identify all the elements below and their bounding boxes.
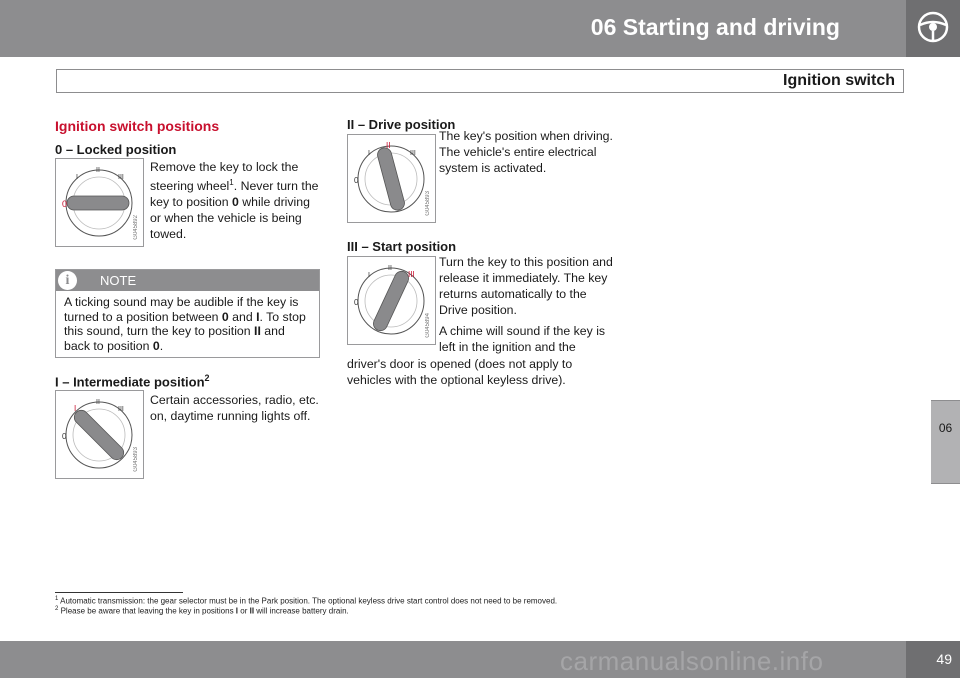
figure-code: G045894 (425, 313, 431, 338)
page-number-box (906, 641, 960, 678)
dial-label-1: I (368, 150, 370, 157)
side-strip (931, 57, 960, 400)
section-header (56, 69, 904, 93)
drive-position-heading: II – Drive position (347, 117, 456, 132)
steering-wheel-icon (916, 10, 950, 44)
ignition-dial-graphic (348, 135, 435, 222)
intermediate-position-text: Certain accessories, radio, etc. on, daytime running lights off. (150, 393, 319, 423)
section-heading: Ignition switch positions (55, 118, 220, 134)
page-number: 49 (936, 651, 952, 667)
dial-label-2: II (96, 167, 100, 174)
footnote-2: $^2$ Please be aware that leaving the key in positions I or II will increase battery drain. (55, 606, 349, 616)
dial-label-3: III (410, 150, 416, 157)
start-position-heading: III – Start position (347, 239, 457, 254)
dial-label-2: II (96, 399, 100, 406)
ignition-dial-graphic (56, 391, 143, 478)
intermediate-position-heading: I – Intermediate position$^2$ (55, 373, 210, 390)
dial-label-0: 0 (62, 432, 67, 441)
note-box (55, 269, 320, 358)
ignition-dial-graphic (56, 159, 143, 246)
dial-label-2: II (388, 265, 392, 272)
ignition-dial-figure-locked (55, 158, 144, 247)
watermark: carmanualsonline.info (560, 646, 824, 676)
dial-label-3: III (118, 174, 124, 181)
chapter-title: 06 Starting and driving (590, 14, 840, 40)
ignition-dial-figure-start (347, 256, 436, 345)
dial-label-1: I (76, 174, 78, 181)
section-title: Ignition switch (783, 72, 895, 89)
chapter-icon-box (906, 0, 960, 57)
header-band (0, 0, 906, 57)
chapter-tab-label: 06 (938, 421, 953, 435)
figure-code: G045893 (133, 447, 139, 472)
dial-label-1: I (74, 404, 77, 413)
footnote-divider (55, 592, 183, 593)
ignition-dial-figure-intermediate (55, 390, 144, 479)
note-text: A ticking sound may be audible if the key is turned to a position between 0 and I. To stop this sound, turn the key to position II and back to position 0. (64, 295, 306, 353)
locked-position-heading: 0 – Locked position (55, 142, 177, 157)
dial-label-0: 0 (354, 176, 359, 185)
chapter-tab[interactable] (931, 400, 960, 484)
start-position-chime-text-a: A chime will sound if the key is left in the ignition and the (439, 324, 606, 354)
note-label: NOTE (100, 273, 137, 288)
note-header (56, 270, 319, 291)
figure-code: G045893 (425, 191, 431, 216)
figure-code: G045892 (133, 215, 139, 240)
info-icon: i (58, 271, 77, 290)
dial-label-3: III (408, 270, 415, 279)
ignition-dial-graphic (348, 257, 435, 344)
start-position-text: Turn the key to this position and release it immediately. The key returns automatically to the Drive position. (439, 255, 613, 317)
locked-position-text: Remove the key to lock the steering wheel$^1$. Never turn the key to position 0 while driving or when the vehicle is being towed. (150, 160, 319, 242)
ignition-dial-figure-drive (347, 134, 436, 223)
dial-label-0: 0 (62, 199, 68, 209)
dial-label-3: III (118, 406, 124, 413)
dial-label-0: 0 (354, 298, 359, 307)
dial-label-2: II (386, 141, 391, 150)
dial-label-1: I (368, 272, 370, 279)
footnote-1: $^1$ Automatic transmission: the gear selector must be in the Park position. The optional keyless drive start control does not need to be removed. (55, 596, 558, 606)
drive-position-text: The key's position when driving. The vehicle's entire electrical system is activated. (439, 129, 613, 175)
start-position-chime-text: driver's door is opened (does not apply to vehicles with the optional keyless drive). (347, 357, 573, 387)
